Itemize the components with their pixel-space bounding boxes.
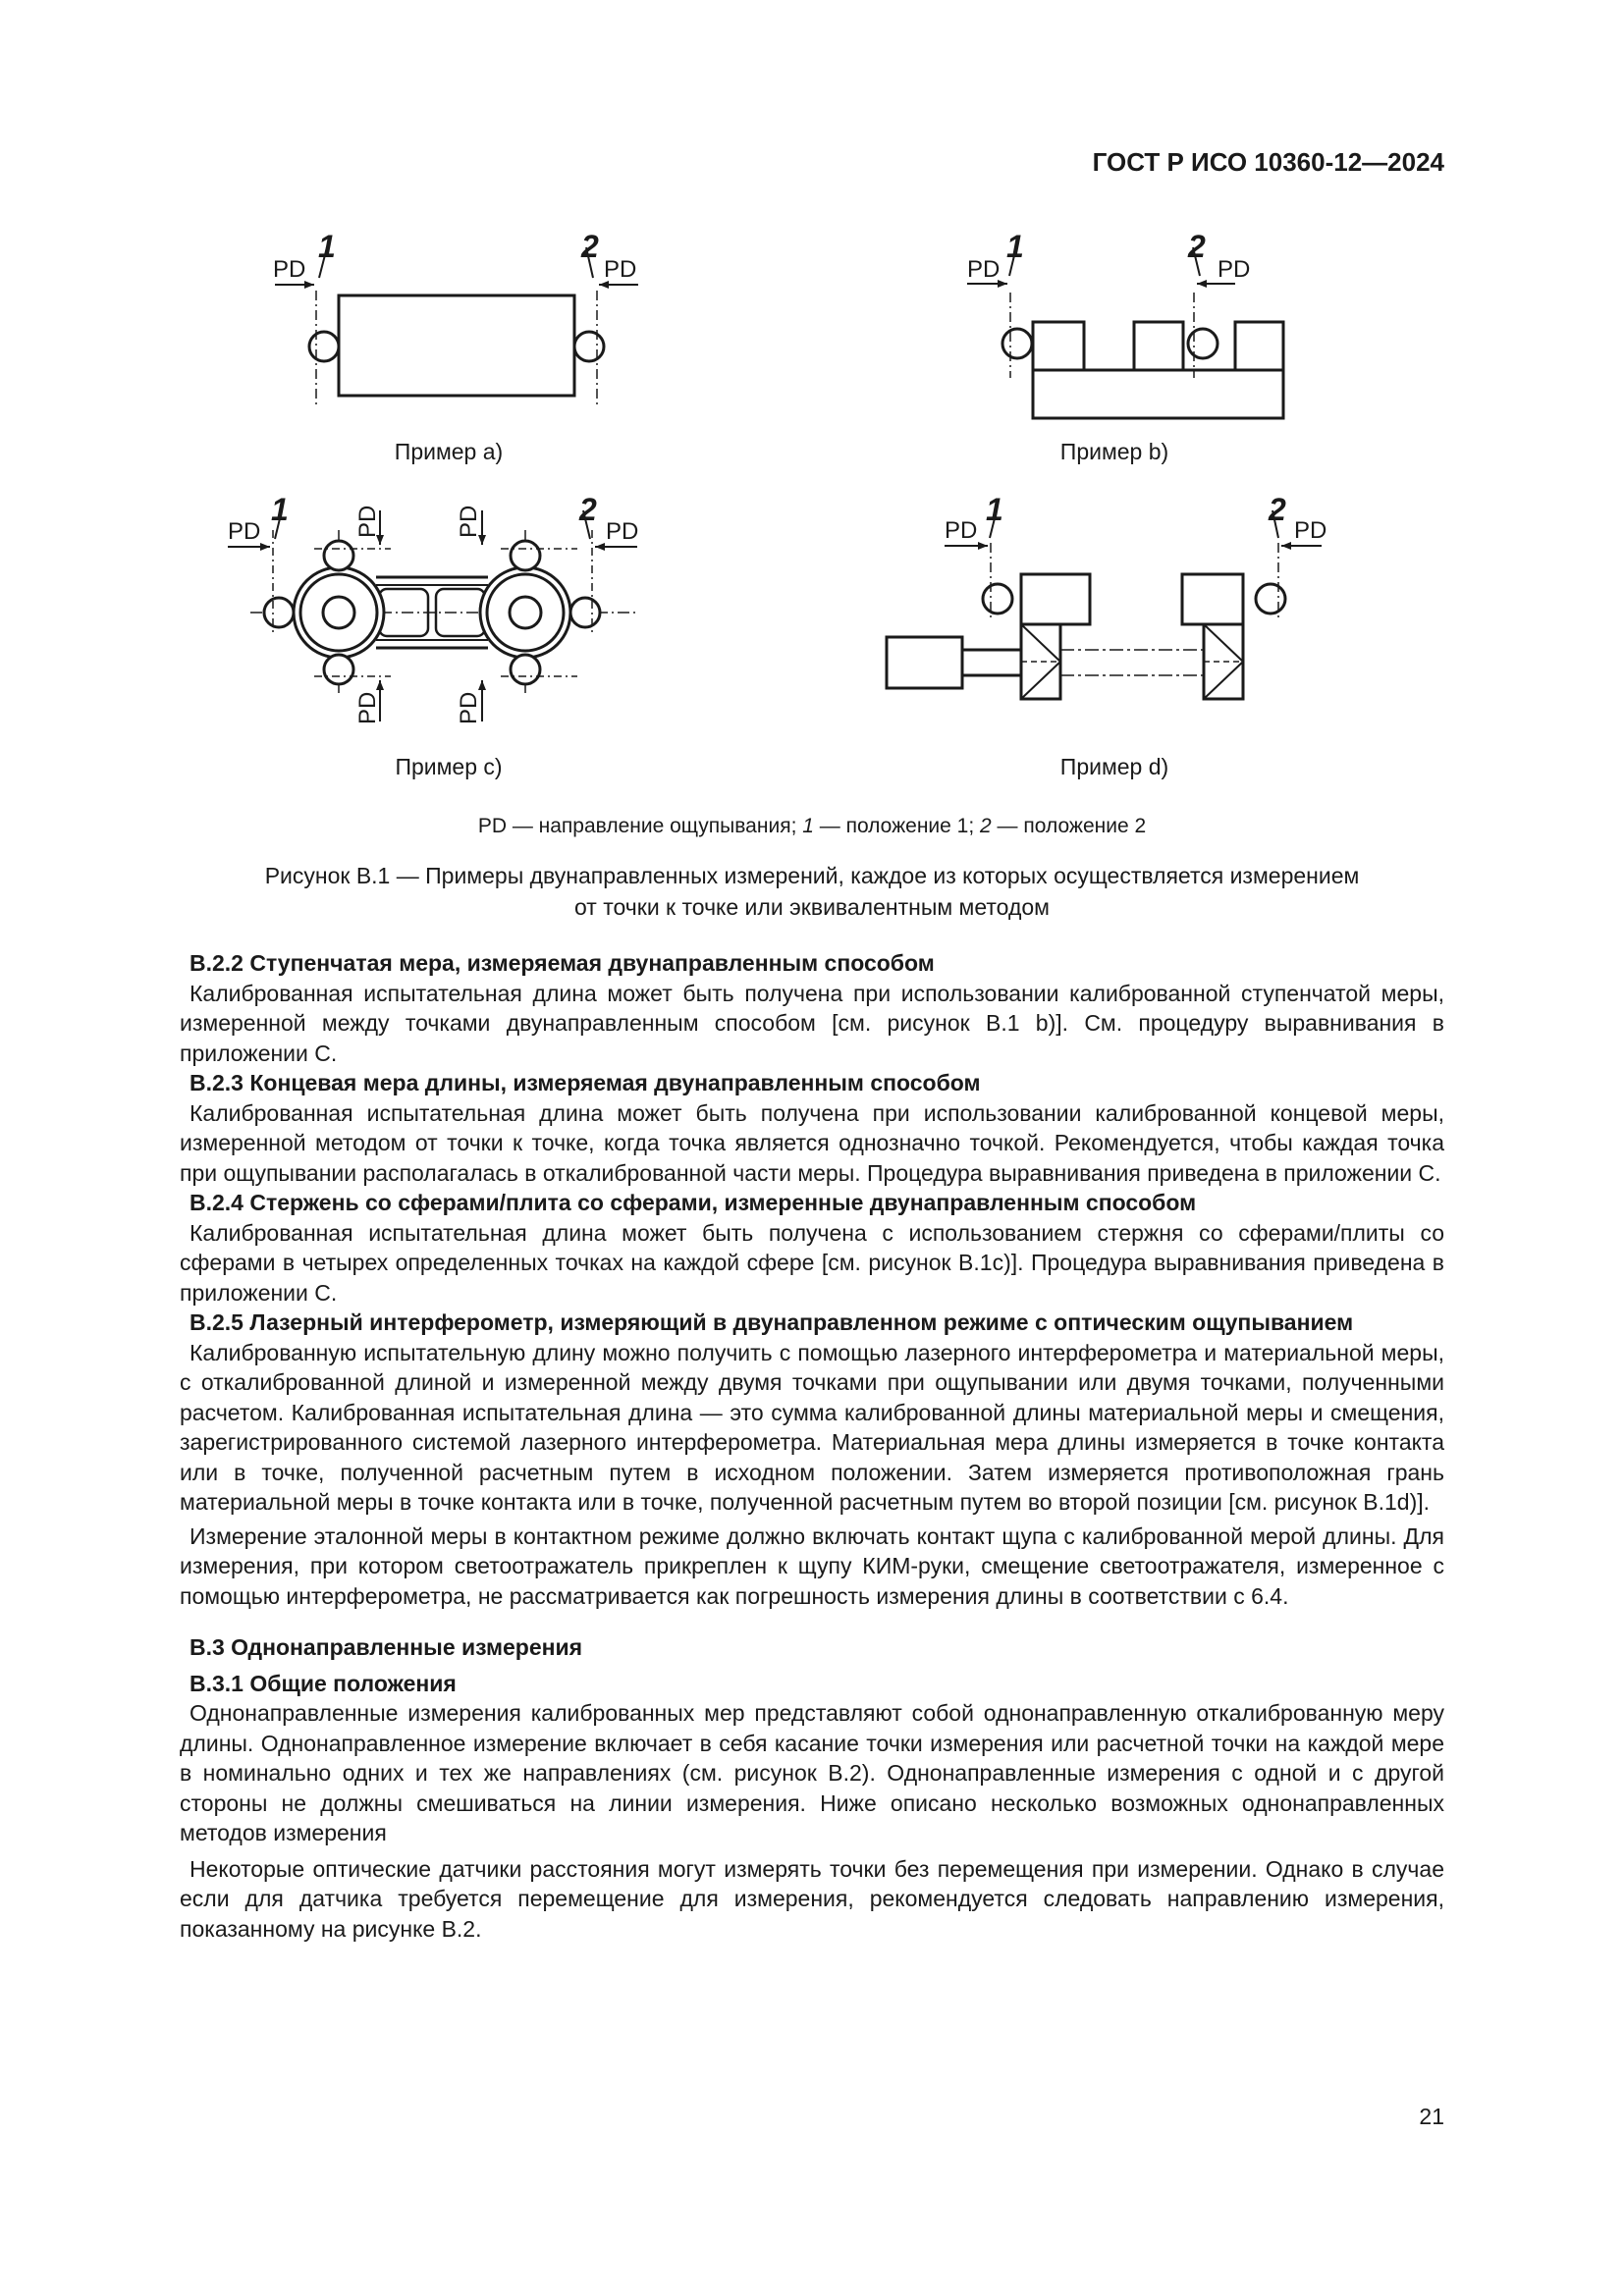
example-a-diagram [275,247,638,407]
probe-ball-1 [309,332,339,361]
step-gauge-base [1033,370,1283,418]
heading-b24: B.2.4 Стержень со сферами/плита со сферами, измеренные двунаправленным способом [189,1190,1197,1215]
caption-example-b: Пример b) [1059,439,1169,464]
probe-ball-1 [1002,329,1032,358]
figure-title: Рисунок B.1 — Примеры двунаправленных измерений, каждое из которых осуществляется измерением от точки к точке или эквивалентным методом [264,863,1360,920]
label-position-2: 2 [1188,229,1206,264]
paragraph-b22: Калиброванная испытательная длина может быть получена при использовании калиброванной ступенчатой меры, измеренной между точками двунаправленным способом [см. рисунок B.1 b)]. См. процедуру выравнивания в приложении C. [180,980,1444,1066]
label-pd: PD [967,256,1001,283]
label-pd: PD [456,505,482,538]
gauge-block [339,295,574,396]
label-position-2: 2 [581,229,599,264]
label-position-1: 1 [986,492,1003,527]
figure-legend: PD — направление ощупывания; 1 — положение 1; 2 — положение 2 [477,815,1147,837]
caption-example-c: Пример c) [395,754,503,779]
label-pd: PD [273,256,306,283]
probe-ball-2 [1188,329,1218,358]
document-header: ГОСТ Р ИСО 10360-12—2024 [1092,147,1444,177]
carriage-1 [1021,574,1090,624]
heading-b23: B.2.3 Концевая мера длины, измеряемая двунаправленным способом [189,1070,981,1095]
label-pd: PD [606,518,639,545]
caption-example-a: Пример a) [394,439,504,464]
carriage-2 [1182,574,1243,624]
paragraph-b31-1: Однонаправленные измерения калиброванных мер представляют собой однонаправленную откалиброванную меру длины. Однонаправленное измерение включает в себя касание точки измерения или расчетной точки на каждой мере в номинально одних и тех же направлениях (см. рисунок B.2). Однонаправленные измерения с одной и с другой стороны не должны смешиваться на линии измерения. Ниже описано несколько возможных однонаправленных методов измерения [180,1700,1444,1845]
caption-example-d: Пример d) [1059,754,1169,779]
label-pd: PD [945,517,978,544]
heading-b3: B.3 Однонаправленные измерения [189,1634,583,1660]
heading-b25: B.2.5 Лазерный интерферометр, измеряющий в двунаправленном режиме с оптическим ощупыванием [189,1309,1354,1335]
label-pd: PD [354,505,381,538]
label-position-1: 1 [271,492,289,527]
label-pd: PD [1218,256,1251,283]
figure-b1 [0,0,1624,834]
label-position-1: 1 [1006,229,1024,264]
probe-ball-1 [983,584,1012,614]
paragraph-b24: Калиброванная испытательная длина может быть получена с использованием стержня со сферами/плиты со сферами в четырех определенных точках на каждой сфере [см. рисунок B.1c)]. Процедура выравнивания приведена в приложении C. [180,1219,1444,1306]
example-c-diagram [228,510,638,721]
ball-left [294,567,384,658]
heading-b31: B.3.1 Общие положения [189,1670,457,1696]
label-pd: PD [604,256,637,283]
label-pd: PD [354,691,381,724]
probe-ball-2 [574,332,604,361]
label-pd: PD [456,691,482,724]
heading-b22: B.2.2 Ступенчатая мера, измеряемая двунаправленным способом [189,950,935,976]
probe-ball-2 [1256,584,1285,614]
paragraph-b23: Калиброванная испытательная длина может быть получена при использовании калиброванной концевой меры, измеренной методом от точки к точке, когда точка является однозначно точкой. Рекомендуется, чтобы каждая точка при ощупывании располагалась в откалиброванной части меры. Процедура выравнивания приведена в приложении C. [180,1099,1444,1186]
paragraph-b25-1: Калиброванную испытательную длину можно получить с помощью лазерного интерферометра и материальной меры, с откалиброванной длиной и измеренной между двумя точками при ощупывании или двумя точками, полученными расчетом. Калиброванная испытательная длина — это сумма калиброванной длины материальной меры и смещения, зарегистрированного системой лазерного интерферометра. Материальная мера длины измеряется в точке контакта или в точке, полученной расчетным путем в исходном положении. Затем измеряется противоположная грань материальной меры в точке контакта или в точке, полученной расчетным путем во второй позиции [см. рисунок B.1d)]. [180,1339,1444,1515]
ball-right [480,567,570,658]
label-pd: PD [1294,517,1327,544]
label-position-2: 2 [579,492,597,527]
label-position-1: 1 [318,229,336,264]
label-position-2: 2 [1269,492,1286,527]
body-text [180,948,1444,1944]
paragraph-b31-2: Некоторые оптические датчики расстояния могут измерять точки без перемещения при измерении. Однако в случае если для датчика требуется перемещение для измерения, рекомендуется следовать направлению измерения, показанному на рисунке B.2. [180,1855,1444,1942]
laser-head [887,637,962,688]
label-pd: PD [228,518,261,545]
page-number: 21 [1419,2104,1444,2129]
paragraph-b25-2: Измерение эталонной меры в контактном режиме должно включать контакт щупа с калиброванной мерой длины. Для измерения, при котором светоотражатель прикреплен к щупу КИМ-руки, смещение светоотражателя, измеренное с помощью интерферометра, не рассматривается как погрешность измерения длины в соответствии с 6.4. [180,1522,1444,1609]
